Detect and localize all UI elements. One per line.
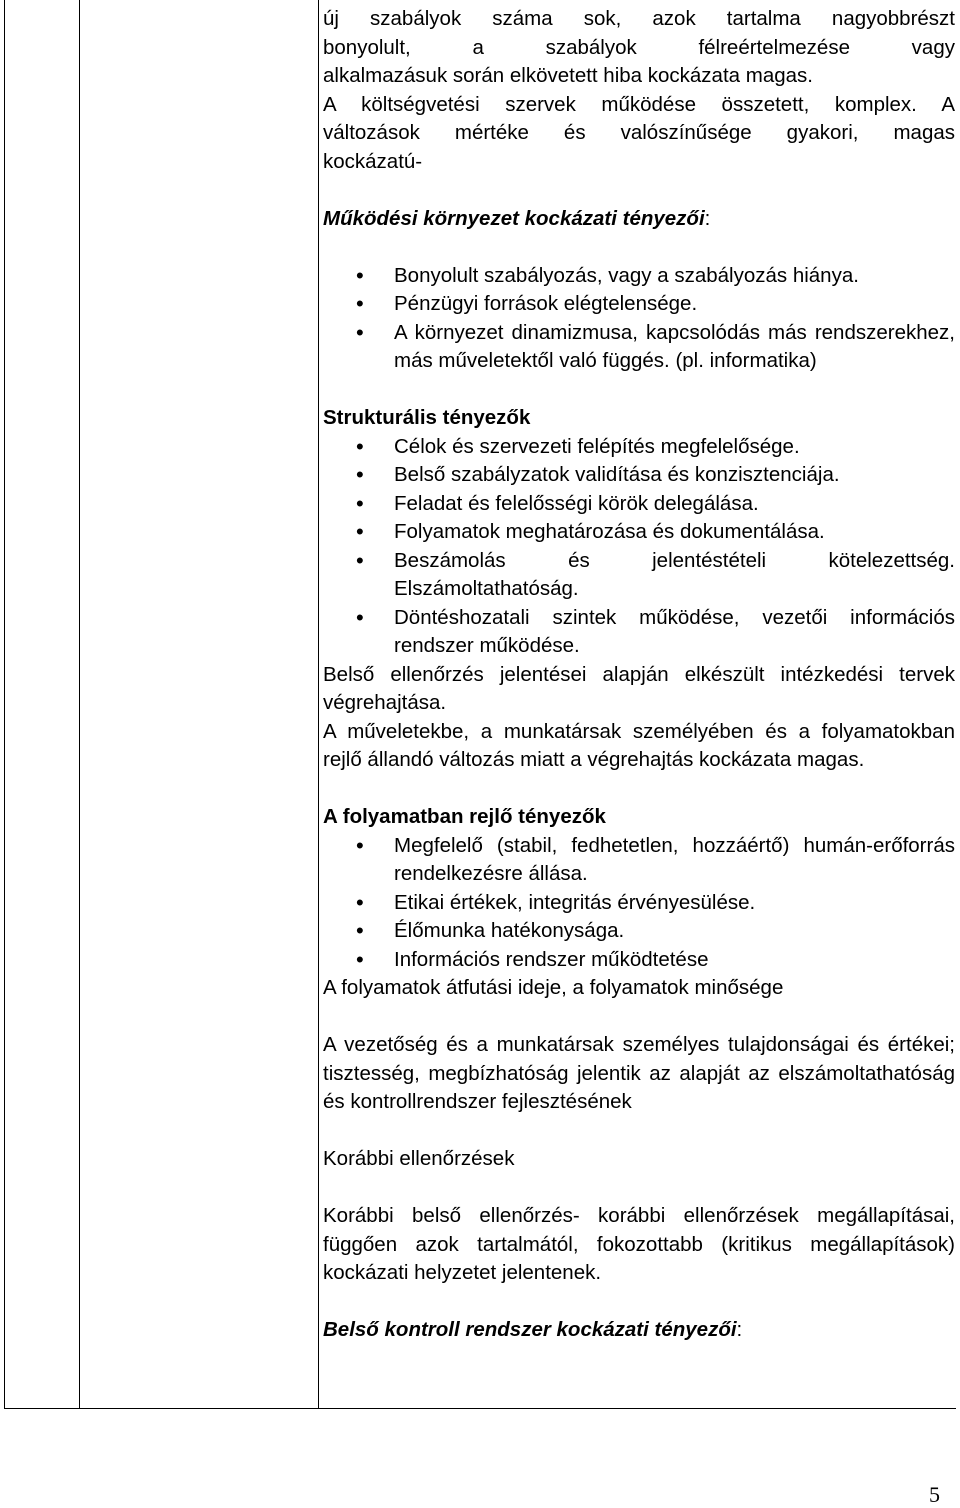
strukturalis-heading: Strukturális tényezők xyxy=(323,406,531,429)
spacer xyxy=(323,376,955,405)
bullet-list xyxy=(323,262,955,376)
list-item: • Élőmunka hatékonysága. xyxy=(323,917,955,946)
spacer xyxy=(323,1288,955,1317)
list-item: • Pénzügyi források elégtelensége. xyxy=(323,290,955,319)
paragraph: A műveletekbe, a munkatársak személyében és a folyamatokban rejlő állandó változás miatt a végrehajtás kockázata magas. xyxy=(323,719,955,771)
paragraph: Belső ellenőrzés jelentései alapján elkészült intézkedési tervek végrehajtása. xyxy=(323,662,955,714)
spacer xyxy=(323,176,955,205)
list-item: • Beszámolás és jelentéstételi kötelezettség. Elszámoltathatóság. xyxy=(323,547,955,604)
belso-kontroll-heading: Belső kontroll rendszer kockázati tényezői xyxy=(323,1318,737,1341)
list-item: • Feladat és felelősségi körök delegálása. xyxy=(323,490,955,519)
page-number: 5 xyxy=(929,1482,940,1507)
paragraph: Korábbi belső ellenőrzés- korábbi ellenőrzések megállapításai, függően azok tartalmától, fokozottabb (kritikus megállapítások) kockázati helyzetet jelentenek. xyxy=(323,1204,955,1284)
section-heading xyxy=(323,205,955,234)
list-item: • Etikai értékek, integritás érvényesülése. xyxy=(323,889,955,918)
intro-line: új szabályok száma sok, azok tartalma nagyobbrészt xyxy=(323,7,955,30)
table-cell-content xyxy=(323,5,955,1345)
table-column-divider xyxy=(318,0,319,1409)
list-item: • Belső szabályzatok validítása és konzisztenciája. xyxy=(323,461,955,490)
heading-colon: : xyxy=(736,1318,743,1341)
spacer xyxy=(323,1174,955,1203)
intro-line: alkalmazásuk során elkövetett hiba kockázata magas. xyxy=(323,64,813,87)
list-item: • Információs rendszer működtetése xyxy=(323,946,955,975)
paragraph: A folyamatok átfutási ideje, a folyamatok minősége xyxy=(323,976,784,999)
list-item: • Folyamatok meghatározása és dokumentálása. xyxy=(323,518,955,547)
bullet-list xyxy=(323,433,955,661)
spacer xyxy=(323,775,955,804)
list-item: • Célok és szervezeti felépítés megfelelősége. xyxy=(323,433,955,462)
list-item: • A környezet dinamizmusa, kapcsolódás más rendszerekhez, más műveletektől való függés. (pl. informatika) xyxy=(323,319,955,376)
spacer xyxy=(323,1003,955,1032)
spacer xyxy=(323,1117,955,1146)
section-heading xyxy=(323,1316,955,1345)
intro-line: kockázatú- xyxy=(323,149,423,173)
paragraph: Korábbi ellenőrzések xyxy=(323,1147,515,1170)
spacer xyxy=(323,233,955,262)
list-item: • Megfelelő (stabil, fedhetetlen, hozzáértő) humán-erőforrás rendelkezésre állása. xyxy=(323,832,955,889)
folyamat-heading: A folyamatban rejlő tényezők xyxy=(323,805,606,828)
table-column-divider xyxy=(79,0,80,1409)
intro-line: változások mértéke és valószínűsége gyakori, magas xyxy=(323,121,955,144)
intro-line: bonyolult, a szabályok félreértelmezése vagy xyxy=(323,35,955,59)
bullet-list xyxy=(323,832,955,975)
intro-line: A költségvetési szervek működése összetett, komplex. A xyxy=(323,92,955,116)
list-item: • Döntéshozatali szintek működése, vezetői információs rendszer működése. xyxy=(323,604,955,661)
paragraph: A vezetőség és a munkatársak személyes tulajdonságai és értékei; tisztesség, megbízhatóság jelentik az alapját az elszámoltathatóság és kontrollrendszer fejlesztésének xyxy=(323,1033,955,1113)
heading-colon: : xyxy=(704,206,711,230)
mukodesi-heading: Működési környezet kockázati tényezői xyxy=(323,206,705,230)
list-item: • Bonyolult szabályozás, vagy a szabályozás hiánya. xyxy=(323,262,955,291)
